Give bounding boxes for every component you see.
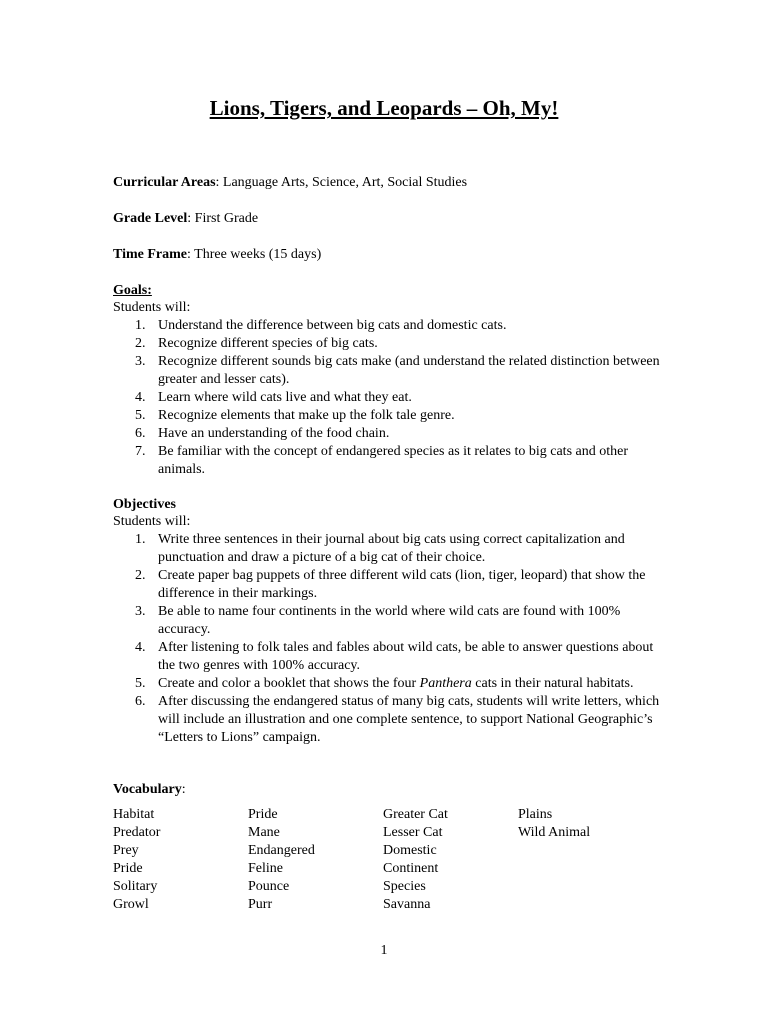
goal-item: 4. Learn where wild cats live and what they eat. <box>135 390 412 405</box>
time-frame-value: : Three weeks (15 days) <box>187 247 322 262</box>
vocabulary-heading: Vocabulary: <box>113 782 186 797</box>
grade-level-value: : First Grade <box>187 211 259 226</box>
vocabulary-word: Endangered <box>248 843 315 858</box>
goal-item: 7. Be familiar with the concept of endangered species as it relates to big cats and other animals. <box>135 444 628 477</box>
vocabulary-word: Habitat <box>113 807 155 822</box>
vocabulary-word: Savanna <box>383 897 431 912</box>
curricular-areas-label: Curricular Areas <box>113 175 216 190</box>
vocabulary-word: Mane <box>248 825 280 840</box>
goal-item: 3. Recognize different sounds big cats make (and understand the related distinction between greater and lesser cats). <box>135 354 660 387</box>
vocabulary-word: Pride <box>113 861 143 876</box>
vocabulary-word: Pride <box>248 807 278 822</box>
time-frame-line <box>113 246 321 264</box>
vocabulary-table <box>113 806 653 914</box>
vocabulary-word: Domestic <box>383 843 437 858</box>
vocabulary-word: Plains <box>518 807 553 822</box>
objectives-list <box>113 531 673 747</box>
objective-item: 3. Be able to name four continents in the world where wild cats are found with 100% accuracy. <box>135 604 621 637</box>
vocabulary-column <box>383 806 518 914</box>
goals-heading: Goals: <box>113 283 152 298</box>
page-number: 1 <box>380 943 388 958</box>
vocabulary-word: Species <box>383 879 426 894</box>
objective-item: 6. After discussing the endangered status of many big cats, students will write letters, which will include an illustration and one complete sentence, to support National Geographic’s “Letters to Lions” campaign. <box>135 694 660 745</box>
vocabulary-column <box>518 806 653 914</box>
goals-intro: Students will: <box>113 300 191 315</box>
objectives-heading: Objectives <box>113 497 176 512</box>
vocabulary-word: Continent <box>383 861 439 876</box>
objective-item: 1. Write three sentences in their journal about big cats using correct capitalization and punctuation and draw a picture of a big cat of their choice. <box>135 532 625 565</box>
grade-level-line <box>113 210 258 228</box>
vocabulary-word: Greater Cat <box>383 807 448 822</box>
goal-item: 6. Have an understanding of the food chain. <box>135 426 390 441</box>
curricular-areas-value: : Language Arts, Science, Art, Social Studies <box>215 175 468 190</box>
vocabulary-word: Predator <box>113 825 161 840</box>
goal-item: 1. Understand the difference between big cats and domestic cats. <box>135 318 507 333</box>
objective-item: 5. Create and color a booklet that shows the four Panthera cats in their natural habitats. <box>135 676 634 691</box>
document-title: Lions, Tigers, and Leopards – Oh, My! <box>209 96 559 120</box>
goal-item: 2. Recognize different species of big cats. <box>135 336 378 351</box>
time-frame-label: Time Frame <box>113 247 187 262</box>
vocabulary-word: Feline <box>248 861 283 876</box>
vocabulary-word: Purr <box>248 897 273 912</box>
grade-level-label: Grade Level <box>113 211 188 226</box>
vocabulary-word: Prey <box>113 843 139 858</box>
objectives-intro: Students will: <box>113 514 191 529</box>
vocabulary-column <box>248 806 383 914</box>
objective-item: 4. After listening to folk tales and fables about wild cats, be able to answer questions about the two genres with 100% accuracy. <box>135 640 654 673</box>
vocabulary-word: Growl <box>113 897 149 912</box>
vocabulary-word: Lesser Cat <box>383 825 443 840</box>
vocabulary-word: Pounce <box>248 879 290 894</box>
goals-list <box>113 317 673 479</box>
vocabulary-word: Wild Animal <box>518 825 591 840</box>
vocabulary-word: Solitary <box>113 879 158 894</box>
objective-item: 2. Create paper bag puppets of three different wild cats (lion, tiger, leopard) that show the difference in their markings. <box>135 568 646 601</box>
curricular-areas-line <box>113 174 467 192</box>
vocabulary-column <box>113 806 248 914</box>
vocabulary-label: Vocabulary <box>113 782 182 797</box>
goal-item: 5. Recognize elements that make up the folk tale genre. <box>135 408 455 423</box>
